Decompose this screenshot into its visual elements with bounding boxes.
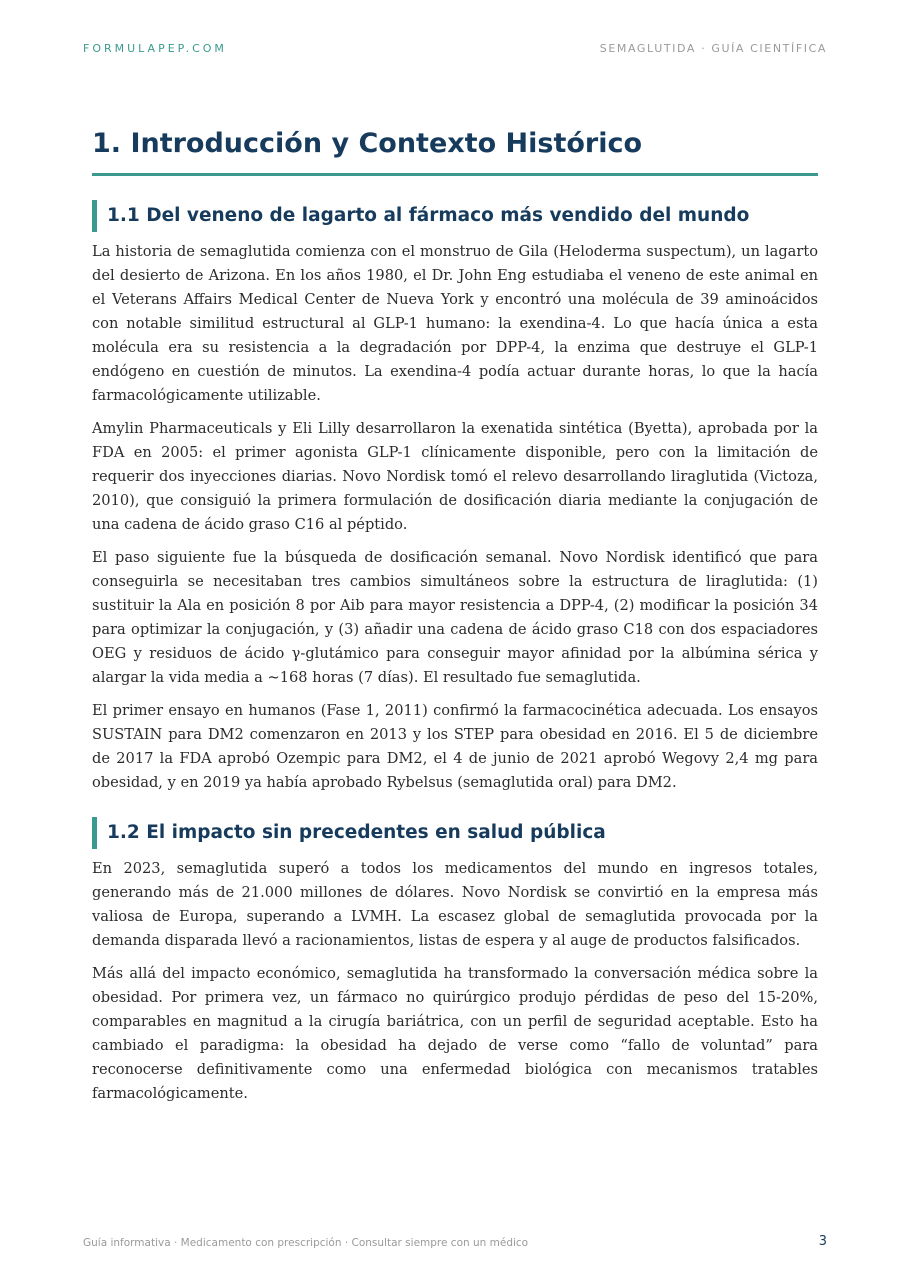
paragraph: El paso siguiente fue la búsqueda de dosificación semanal. Novo Nordisk identificó que para conseguirla se necesitaban tres cambios simultáneos sobre la estructura de liraglutida: (1) sustituir la Ala en posición 8 por Aib para mayor resistencia a DPP-4, (2) modificar la posición 34 para optimizar la conjugación, y (3) añadir una cadena de ácido graso C18 con dos espaciadores OEG y residuos de ácido γ-glutámico para conseguir mayor afinidad por la albúmina sérica y alargar la vida media a ~168 horas (7 días). El resultado fue semaglutida. — [92, 549, 818, 687]
site-name: FORMULAPEP.COM — [83, 42, 227, 55]
chapter-title: 1. Introducción y Contexto Histórico — [92, 126, 818, 176]
section-heading-1-1: 1.1 Del veneno de lagarto al fármaco más vendido del mundo — [92, 200, 818, 232]
section-heading-1-2: 1.2 El impacto sin precedentes en salud pública — [92, 817, 818, 849]
page-content — [92, 126, 818, 1115]
page-number: 3 — [818, 1234, 827, 1249]
footer-disclaimer: Guía informativa · Medicamento con prescripción · Consultar siempre con un médico — [83, 1237, 529, 1249]
paragraph: En 2023, semaglutida superó a todos los medicamentos del mundo en ingresos totales, generando más de 21.000 millones de dólares. Novo Nordisk se convirtió en la empresa más valiosa de Europa, superando a LVMH. La escasez global de semaglutida provocada por la demanda disparada llevó a racionamientos, listas de espera y al auge de productos falsificados. — [92, 860, 818, 950]
paragraph: La historia de semaglutida comienza con el monstruo de Gila (Heloderma suspectum), un lagarto del desierto de Arizona. En los años 1980, el Dr. John Eng estudiaba el veneno de este animal en el Veterans Affairs Medical Center de Nueva York y encontró una molécula de 39 aminoácidos con notable similitud estructural al GLP-1 humano: la exendina-4. Lo que hacía única a esta molécula era su resistencia a la degradación por DPP-4, la enzima que destruye el GLP-1 endógeno en cuestión de minutos. La exendina-4 podía actuar durante horas, lo que la hacía farmacológicamente utilizable. — [92, 243, 818, 405]
running-section-title: SEMAGLUTIDA · GUÍA CIENTÍFICA — [599, 42, 827, 55]
paragraph: Más allá del impacto económico, semaglutida ha transformado la conversación médica sobre la obesidad. Por primera vez, un fármaco no quirúrgico produjo pérdidas de peso del 15-20%, comparables en magnitud a la cirugía bariátrica, con un perfil de seguridad aceptable. Esto ha cambiado el paradigma: la obesidad ha dejado de verse como “fallo de voluntad” para reconocerse definitivamente como una enfermedad biológica con mecanismos tratables farmacológicamente. — [92, 965, 818, 1103]
paragraph: Amylin Pharmaceuticals y Eli Lilly desarrollaron la exenatida sintética (Byetta), aprobada por la FDA en 2005: el primer agonista GLP-1 clínicamente disponible, pero con la limitación de requerir dos inyecciones diarias. Novo Nordisk tomó el relevo desarrollando liraglutida (Victoza, 2010), que consiguió la primera formulación de dosificación diaria mediante la conjugación de una cadena de ácido graso C16 al péptido. — [92, 420, 818, 534]
paragraph: El primer ensayo en humanos (Fase 1, 2011) confirmó la farmacocinética adecuada. Los ensayos SUSTAIN para DM2 comenzaron en 2013 y los STEP para obesidad en 2016. El 5 de diciembre de 2017 la FDA aprobó Ozempic para DM2, el 4 de junio de 2021 aprobó Wegovy 2,4 mg para obesidad, y en 2019 ya había aprobado Rybelsus (semaglutida oral) para DM2. — [92, 702, 818, 792]
